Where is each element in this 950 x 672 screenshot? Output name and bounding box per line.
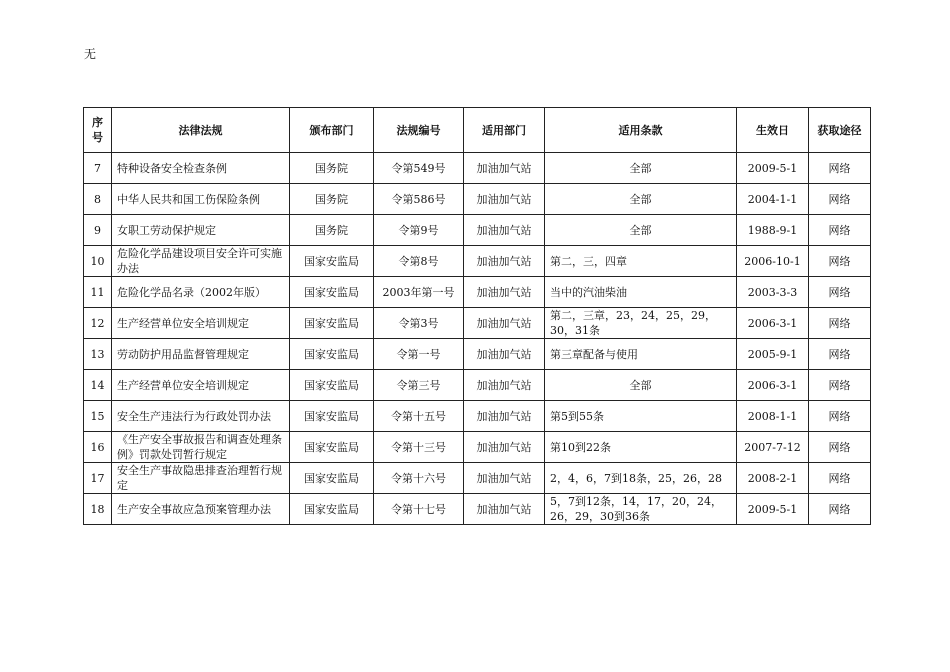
- cell-regulation-name: 中华人民共和国工伤保险条例: [112, 184, 290, 215]
- cell-effective-date: 2006-3-1: [737, 370, 809, 401]
- cell-effective-date: 2008-1-1: [737, 401, 809, 432]
- cell-issuing-dept: 国家安监局: [290, 370, 374, 401]
- cell-source: 网络: [809, 308, 871, 339]
- cell-seq: 13: [84, 339, 112, 370]
- cell-issuing-dept: 国家安监局: [290, 246, 374, 277]
- cell-applicable-dept: 加油加气站: [464, 246, 545, 277]
- cell-regulation-code: 2003年第一号: [374, 277, 464, 308]
- cell-effective-date: 1988-9-1: [737, 215, 809, 246]
- cell-issuing-dept: 国务院: [290, 184, 374, 215]
- cell-applicable-dept: 加油加气站: [464, 401, 545, 432]
- cell-effective-date: 2006-10-1: [737, 246, 809, 277]
- cell-regulation-name: 生产经营单位安全培训规定: [112, 308, 290, 339]
- cell-regulation-name: 生产安全事故应急预案管理办法: [112, 494, 290, 525]
- cell-issuing-dept: 国家安监局: [290, 494, 374, 525]
- cell-source: 网络: [809, 432, 871, 463]
- cell-seq: 15: [84, 401, 112, 432]
- cell-seq: 11: [84, 277, 112, 308]
- cell-regulation-name: 危险化学品建设项目安全许可实施办法: [112, 246, 290, 277]
- cell-effective-date: 2007-7-12: [737, 432, 809, 463]
- cell-applicable-clause: 全部: [545, 215, 737, 246]
- cell-source: 网络: [809, 277, 871, 308]
- header-code: 法规编号: [374, 108, 464, 153]
- cell-effective-date: 2004-1-1: [737, 184, 809, 215]
- cell-regulation-name: 安全生产违法行为行政处罚办法: [112, 401, 290, 432]
- table-header-row: [84, 108, 871, 153]
- table-row: [84, 463, 871, 494]
- cell-issuing-dept: 国务院: [290, 215, 374, 246]
- cell-seq: 9: [84, 215, 112, 246]
- cell-source: 网络: [809, 339, 871, 370]
- cell-regulation-name: 生产经营单位安全培训规定: [112, 370, 290, 401]
- cell-regulation-name: 《生产安全事故报告和调查处理条例》罚款处罚暂行规定: [112, 432, 290, 463]
- header-apply: 适用部门: [464, 108, 545, 153]
- cell-source: 网络: [809, 153, 871, 184]
- cell-regulation-code: 令第三号: [374, 370, 464, 401]
- cell-regulation-code: 令第8号: [374, 246, 464, 277]
- table-body: [84, 153, 871, 525]
- cell-applicable-dept: 加油加气站: [464, 215, 545, 246]
- cell-issuing-dept: 国家安监局: [290, 432, 374, 463]
- cell-source: 网络: [809, 494, 871, 525]
- table-row: [84, 494, 871, 525]
- table-row: [84, 401, 871, 432]
- cell-effective-date: 2009-5-1: [737, 494, 809, 525]
- cell-applicable-dept: 加油加气站: [464, 308, 545, 339]
- table-row: [84, 184, 871, 215]
- cell-regulation-code: 令第549号: [374, 153, 464, 184]
- cell-effective-date: 2005-9-1: [737, 339, 809, 370]
- table-row: [84, 339, 871, 370]
- cell-seq: 18: [84, 494, 112, 525]
- header-seq: 序 号: [84, 108, 112, 153]
- cell-effective-date: 2003-3-3: [737, 277, 809, 308]
- cell-issuing-dept: 国家安监局: [290, 401, 374, 432]
- cell-source: 网络: [809, 463, 871, 494]
- cell-applicable-dept: 加油加气站: [464, 494, 545, 525]
- cell-applicable-clause: 2，4，6，7到18条，25，26，28: [545, 463, 737, 494]
- cell-regulation-code: 令第十三号: [374, 432, 464, 463]
- regulations-table: [83, 107, 871, 525]
- cell-regulation-code: 令第十五号: [374, 401, 464, 432]
- header-clause: 适用条款: [545, 108, 737, 153]
- cell-issuing-dept: 国家安监局: [290, 277, 374, 308]
- cell-source: 网络: [809, 401, 871, 432]
- cell-effective-date: 2008-2-1: [737, 463, 809, 494]
- table-row: [84, 432, 871, 463]
- cell-regulation-name: 危险化学品名录（2002年版）: [112, 277, 290, 308]
- cell-regulation-name: 劳动防护用品监督管理规定: [112, 339, 290, 370]
- cell-regulation-code: 令第586号: [374, 184, 464, 215]
- cell-seq: 10: [84, 246, 112, 277]
- cell-applicable-clause: 当中的汽油柴油: [545, 277, 737, 308]
- cell-issuing-dept: 国家安监局: [290, 308, 374, 339]
- top-note: 无: [84, 47, 97, 61]
- cell-applicable-dept: 加油加气站: [464, 339, 545, 370]
- cell-regulation-code: 令第十六号: [374, 463, 464, 494]
- cell-seq: 17: [84, 463, 112, 494]
- header-source: 获取途径: [809, 108, 871, 153]
- cell-applicable-dept: 加油加气站: [464, 153, 545, 184]
- header-name: 法律法规: [112, 108, 290, 153]
- cell-regulation-code: 令第9号: [374, 215, 464, 246]
- cell-source: 网络: [809, 246, 871, 277]
- cell-issuing-dept: 国家安监局: [290, 339, 374, 370]
- cell-applicable-clause: 第三章配备与使用: [545, 339, 737, 370]
- cell-regulation-name: 安全生产事故隐患排查治理暂行规定: [112, 463, 290, 494]
- cell-applicable-dept: 加油加气站: [464, 277, 545, 308]
- cell-applicable-clause: 全部: [545, 153, 737, 184]
- table-row: [84, 370, 871, 401]
- cell-regulation-name: 女职工劳动保护规定: [112, 215, 290, 246]
- cell-seq: 7: [84, 153, 112, 184]
- cell-seq: 16: [84, 432, 112, 463]
- table-row: [84, 153, 871, 184]
- cell-regulation-code: 令第3号: [374, 308, 464, 339]
- cell-applicable-dept: 加油加气站: [464, 370, 545, 401]
- cell-seq: 14: [84, 370, 112, 401]
- cell-source: 网络: [809, 370, 871, 401]
- cell-regulation-code: 令第十七号: [374, 494, 464, 525]
- cell-source: 网络: [809, 184, 871, 215]
- cell-applicable-clause: 第5到55条: [545, 401, 737, 432]
- cell-effective-date: 2006-3-1: [737, 308, 809, 339]
- cell-applicable-clause: 第10到22条: [545, 432, 737, 463]
- header-dept: 颁布部门: [290, 108, 374, 153]
- cell-source: 网络: [809, 215, 871, 246]
- cell-applicable-clause: 5，7到12条，14，17，20，24，26，29，30到36条: [545, 494, 737, 525]
- table-row: [84, 277, 871, 308]
- cell-applicable-clause: 全部: [545, 370, 737, 401]
- table-row: [84, 246, 871, 277]
- cell-seq: 8: [84, 184, 112, 215]
- cell-regulation-name: 特种设备安全检查条例: [112, 153, 290, 184]
- cell-applicable-clause: 第二，三，四章: [545, 246, 737, 277]
- cell-applicable-dept: 加油加气站: [464, 432, 545, 463]
- cell-issuing-dept: 国务院: [290, 153, 374, 184]
- table-row: [84, 215, 871, 246]
- cell-applicable-clause: 全部: [545, 184, 737, 215]
- header-date: 生效日: [737, 108, 809, 153]
- cell-effective-date: 2009-5-1: [737, 153, 809, 184]
- cell-applicable-dept: 加油加气站: [464, 463, 545, 494]
- cell-seq: 12: [84, 308, 112, 339]
- table-row: [84, 308, 871, 339]
- cell-applicable-dept: 加油加气站: [464, 184, 545, 215]
- cell-issuing-dept: 国家安监局: [290, 463, 374, 494]
- cell-regulation-code: 令第一号: [374, 339, 464, 370]
- cell-applicable-clause: 第二，三章，23，24，25，29，30，31条: [545, 308, 737, 339]
